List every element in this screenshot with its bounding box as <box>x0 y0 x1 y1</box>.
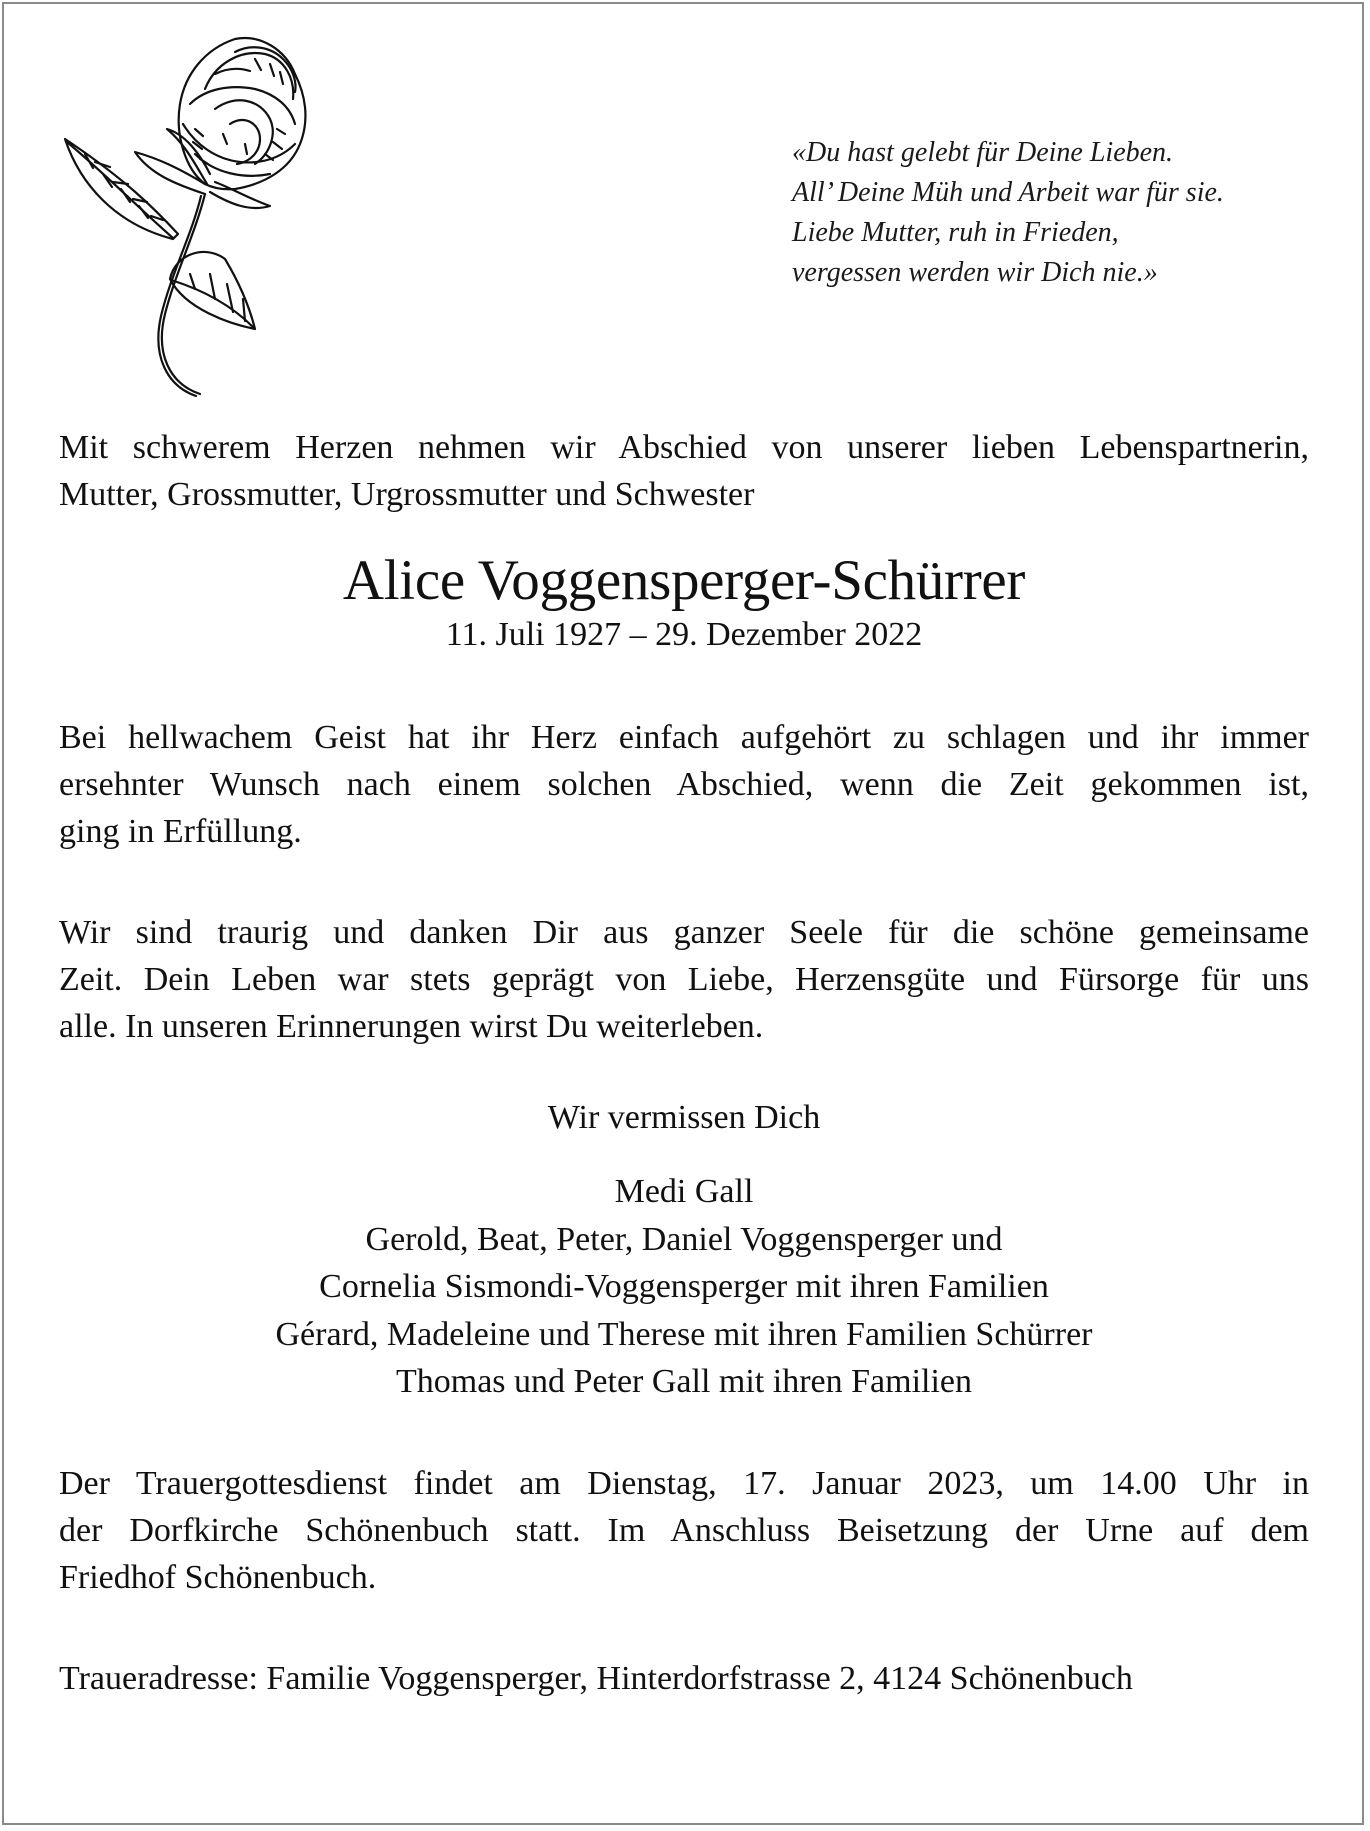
memorial-quote <box>792 133 1332 293</box>
life-dates: 11. Juli 1927 – 29. Dezember 2022 <box>445 616 923 653</box>
mourner-line: Cornelia Sismondi-Voggensperger mit ihren Familien <box>319 1268 1049 1305</box>
paragraph-line: ersehnter Wunsch nach einem solchen Abschied, wenn die Zeit gekommen ist, <box>59 766 1309 803</box>
paragraph-line: Friedhof Schönenbuch. <box>59 1558 377 1596</box>
gratitude-paragraph <box>59 909 1309 1050</box>
intro-line: Mutter, Grossmutter, Urgrossmutter und Schwester <box>59 476 755 513</box>
service-paragraph <box>59 1460 1309 1601</box>
mourning-address <box>59 1655 1309 1702</box>
obituary-body <box>59 424 1309 1702</box>
deceased-name: Alice Voggensperger-Schürrer <box>342 549 1026 612</box>
quote-line: Liebe Mutter, ruh in Frieden, <box>792 217 1119 248</box>
paragraph-line: Der Trauergottesdienst findet am Dienstag, 17. Januar 2023, um 14.00 Uhr in <box>59 1464 1309 1502</box>
paragraph-line: ging in Erfüllung. <box>59 813 302 850</box>
address-line: Traueradresse: Familie Voggensperger, Hinterdorfstrasse 2, 4124 Schönenbuch <box>59 1659 1133 1697</box>
paragraph-line: der Dorfkirche Schönenbuch statt. Im Anschluss Beisetzung der Urne auf dem <box>59 1511 1309 1549</box>
quote-line: vergessen werden wir Dich nie.» <box>792 257 1158 288</box>
mourner-line: Medi Gall <box>614 1173 754 1210</box>
mourner-line: Gerold, Beat, Peter, Daniel Voggensperger und <box>365 1220 1003 1258</box>
paragraph-line: Bei hellwachem Geist hat ihr Herz einfach aufgehört zu schlagen und ihr immer <box>59 719 1309 756</box>
closing-line: Wir vermissen Dich <box>547 1099 821 1136</box>
mourners-list <box>59 1168 1309 1406</box>
mourner-line: Gérard, Madeleine und Therese mit ihren Familien Schürrer <box>275 1315 1093 1353</box>
paragraph-line: Wir sind traurig und danken Dir aus ganzer Seele für die schöne gemeinsame <box>59 914 1309 951</box>
intro-line: Mit schwerem Herzen nehmen wir Abschied von unserer lieben Lebenspartnerin, <box>59 429 1309 466</box>
paragraph-line: Zeit. Dein Leben war stets geprägt von Liebe, Herzensgüte und Fürsorge für uns <box>59 961 1309 998</box>
mourner-line: Thomas und Peter Gall mit ihren Familien <box>395 1363 972 1400</box>
intro-paragraph <box>59 424 1309 518</box>
quote-line: «Du hast gelebt für Deine Lieben. <box>792 137 1174 168</box>
paragraph-line: alle. In unseren Erinnerungen wirst Du weiterleben. <box>59 1008 764 1045</box>
rose-icon <box>55 34 315 404</box>
farewell-paragraph <box>59 714 1309 855</box>
quote-line: All’ Deine Müh und Arbeit war für sie. <box>792 177 1224 208</box>
